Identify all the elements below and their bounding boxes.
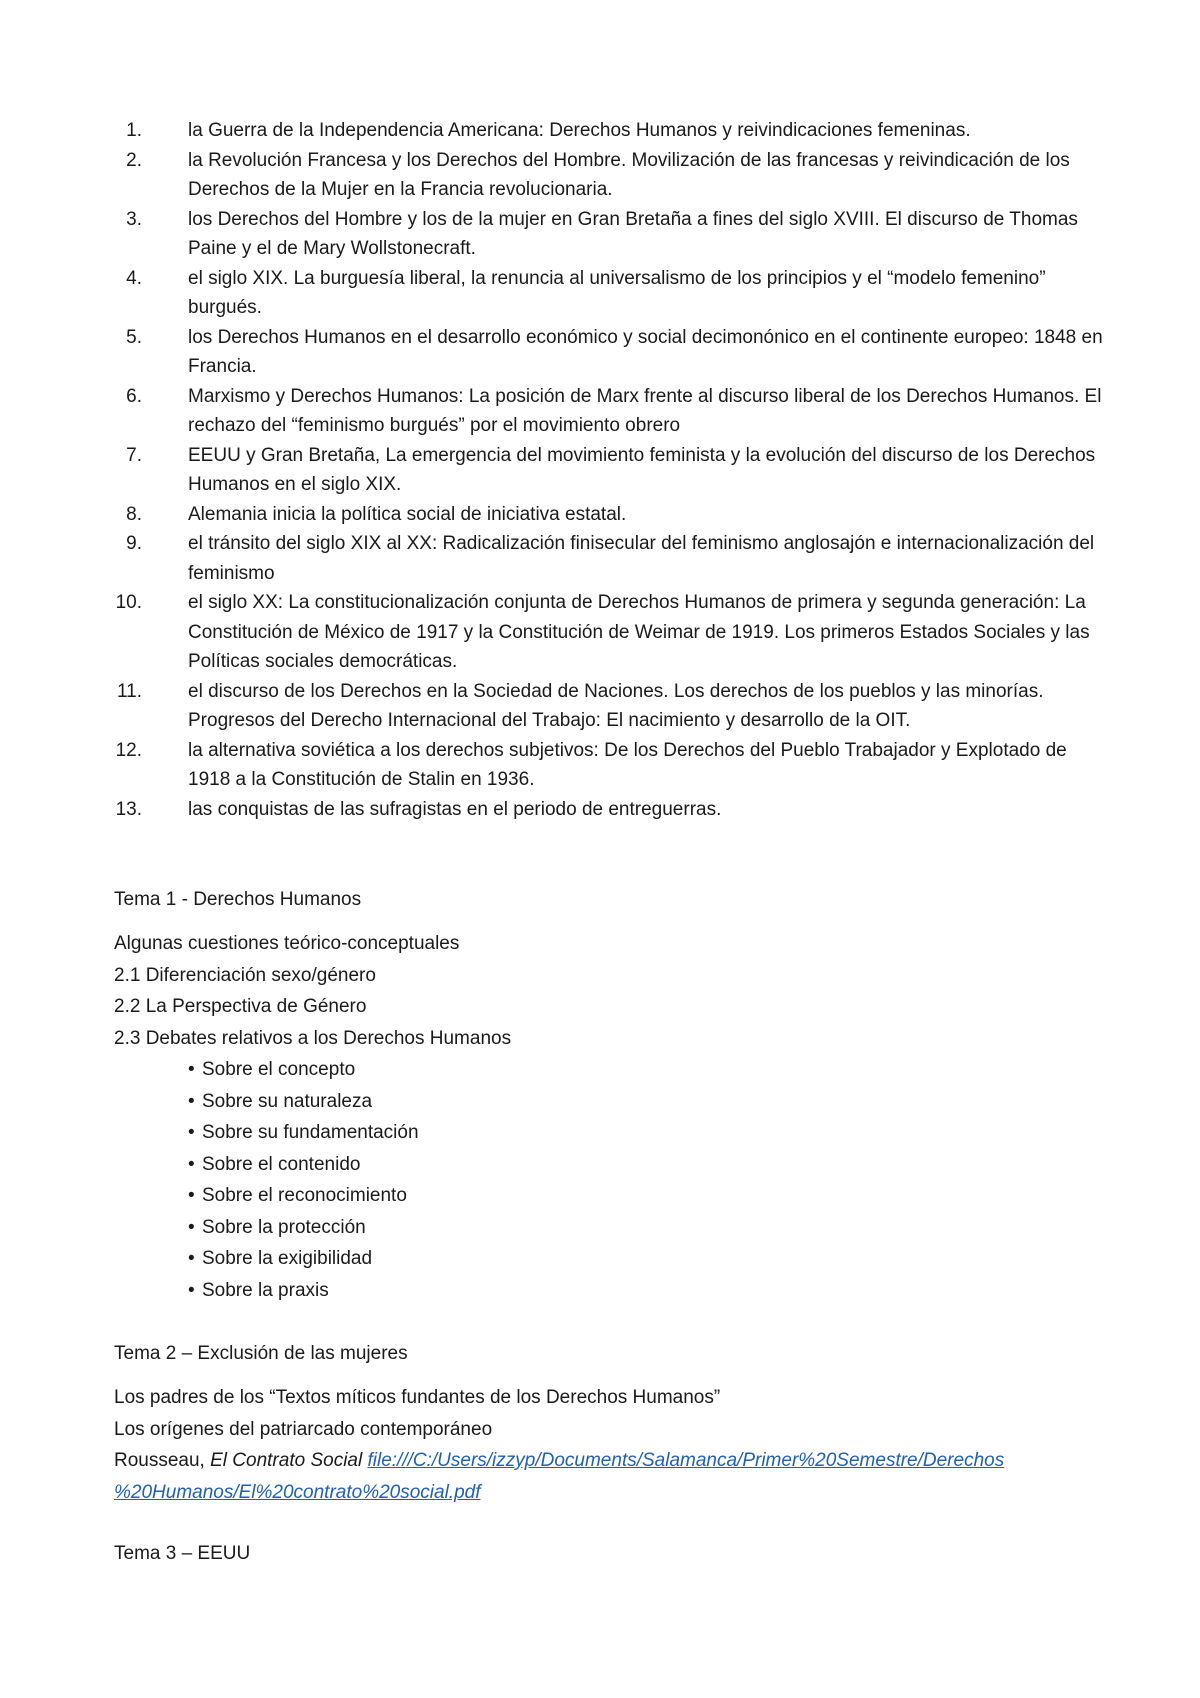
topic-text: los Derechos Humanos en el desarrollo económico y social decimonónico en el continente europeo: 1848 en Francia. (188, 326, 1103, 377)
topic-item (115, 795, 1108, 825)
contrato-social-link-part2[interactable]: %20Humanos/El%20contrato%20social.pdf (114, 1481, 481, 1503)
topic-item (126, 529, 1108, 588)
rousseau-author: Rousseau, (114, 1450, 211, 1471)
bullet-text: Sobre el contenido (202, 1153, 361, 1175)
tema1-section-2-3: 2.3 Debates relativos a los Derechos Humanos (114, 1027, 512, 1049)
tema1-bullet-item (188, 1054, 1094, 1086)
tema1-section (114, 884, 1094, 916)
topic-number: 3. (126, 208, 142, 230)
topic-item (126, 500, 1108, 530)
topic-item (115, 736, 1108, 795)
tema1-bullet-item (188, 1212, 1094, 1244)
bullet-icon: • (188, 1059, 195, 1080)
topic-text: los Derechos del Hombre y los de la mujer en Gran Bretaña a fines del siglo XVIII. El discurso de Thomas Paine y el de Mary Wollstonecraft. (188, 208, 1078, 259)
topic-number: 2. (126, 149, 142, 171)
topic-text: el discurso de los Derechos en la Sociedad de Naciones. Los derechos de los pueblos y las minorías. Progresos del Derecho Internacional del Trabajo: El nacimiento y desarrollo de la OIT. (188, 680, 1044, 731)
topic-number: 5. (126, 326, 142, 348)
topic-number: 4. (126, 267, 142, 289)
tema1-heading: Tema 1 - Derechos Humanos (114, 889, 362, 910)
topic-number: 8. (126, 503, 142, 525)
tema2-heading: Tema 2 – Exclusión de las mujeres (114, 1343, 408, 1364)
tema2-line-padres: Los padres de los “Textos míticos fundantes de los Derechos Humanos” (114, 1387, 721, 1408)
topic-number: 10. (115, 592, 142, 613)
topic-number: 6. (126, 385, 142, 407)
topic-text: Alemania inicia la política social de iniciativa estatal. (188, 503, 627, 525)
topic-item (126, 441, 1108, 500)
tema2-rousseau-line (114, 1445, 1094, 1477)
topic-item (126, 264, 1108, 323)
tema3-section (114, 1538, 1094, 1570)
topic-text: la Guerra de la Independencia Americana: Derechos Humanos y reivindicaciones femeninas. (188, 120, 971, 141)
topic-number: 12. (115, 739, 142, 761)
bullet-text: Sobre la protección (202, 1216, 366, 1238)
topic-text: las conquistas de las sufragistas en el periodo de entreguerras. (188, 798, 722, 820)
contrato-social-link-part1[interactable]: file:///C:/Users/izzyp/Documents/Salamanca/Primer%20Semestre/Derechos (367, 1450, 1005, 1471)
tema1-subheading: Algunas cuestiones teórico-conceptuales (114, 933, 460, 954)
topic-item (126, 323, 1108, 382)
tema2-content (114, 1382, 1094, 1508)
tema2-line-origenes: Los orígenes del patriarcado contemporáneo (114, 1418, 493, 1440)
bullet-icon: • (188, 1153, 195, 1175)
topic-item (126, 116, 1108, 146)
bullet-text: Sobre su fundamentación (202, 1122, 419, 1143)
topic-number: 13. (115, 798, 142, 820)
tema1-bullet-item (188, 1086, 1094, 1118)
bullet-text: Sobre el concepto (202, 1059, 356, 1080)
topic-item (126, 146, 1108, 205)
rousseau-title: El Contrato Social (210, 1450, 363, 1471)
topic-item (126, 205, 1108, 264)
topic-number: 1. (126, 120, 142, 141)
tema1-section-2-2: 2.2 La Perspectiva de Género (114, 996, 367, 1017)
topic-number: 7. (126, 444, 142, 466)
topic-text: la alternativa soviética a los derechos subjetivos: De los Derechos del Pueblo Trabajador y Explotado de 1918 a la Constitución de Stalin en 1936. (188, 739, 1067, 790)
topic-text: el siglo XIX. La burguesía liberal, la renuncia al universalismo de los principios y el “modelo femenino” burgués. (188, 267, 1046, 318)
tema1-bullet-item (188, 1275, 1094, 1307)
bullet-icon: • (188, 1122, 195, 1143)
topic-text: EEUU y Gran Bretaña, La emergencia del movimiento feminista y la evolución del discurso de los Derechos Humanos en el siglo XIX. (188, 444, 1096, 495)
tema1-section-2-1: 2.1 Diferenciación sexo/género (114, 964, 376, 986)
bullet-text: Sobre su naturaleza (202, 1090, 373, 1112)
bullet-icon: • (188, 1248, 195, 1269)
tema3-heading: Tema 3 – EEUU (114, 1543, 251, 1564)
tema1-content (114, 928, 1094, 1306)
bullet-icon: • (188, 1279, 195, 1301)
topics-numbered-list (115, 116, 1108, 824)
bullet-text: Sobre el reconocimiento (202, 1185, 407, 1206)
tema1-bullet-item (188, 1243, 1094, 1275)
tema1-bullet-item (188, 1149, 1094, 1181)
tema2-section (114, 1338, 1094, 1370)
topic-number: 11. (116, 680, 142, 702)
bullet-text: Sobre la praxis (202, 1279, 329, 1301)
bullet-icon: • (188, 1216, 195, 1238)
topic-text: el siglo XX: La constitucionalización conjunta de Derechos Humanos de primera y segunda generación: La Constitución de México de 1917 y la Constitución de Weimar de 1919. Los primeros Estados Sociales y las Políticas sociales democráticas. (188, 592, 1090, 672)
topic-number: 9. (126, 533, 142, 554)
tema1-bullet-item (188, 1117, 1094, 1149)
bullet-icon: • (188, 1185, 195, 1206)
bullet-text: Sobre la exigibilidad (202, 1248, 373, 1269)
topic-text: Marxismo y Derechos Humanos: La posición de Marx frente al discurso liberal de los Derechos Humanos. El rechazo del “feminismo burgués” por el movimiento obrero (188, 385, 1102, 436)
tema1-bullet-item (188, 1180, 1094, 1212)
tema2-link-line2 (114, 1477, 1094, 1509)
topic-item (116, 677, 1108, 736)
topic-text: el tránsito del siglo XIX al XX: Radicalización finisecular del feminismo anglosajón e internacionalización del feminismo (188, 533, 1095, 584)
bullet-icon: • (188, 1090, 195, 1112)
topic-item (126, 382, 1108, 441)
tema1-bullet-list (114, 1054, 1094, 1306)
topic-text: la Revolución Francesa y los Derechos del Hombre. Movilización de las francesas y reivindicación de los Derechos de la Mujer en la Francia revolucionaria. (188, 149, 1070, 200)
topic-item (115, 588, 1108, 677)
